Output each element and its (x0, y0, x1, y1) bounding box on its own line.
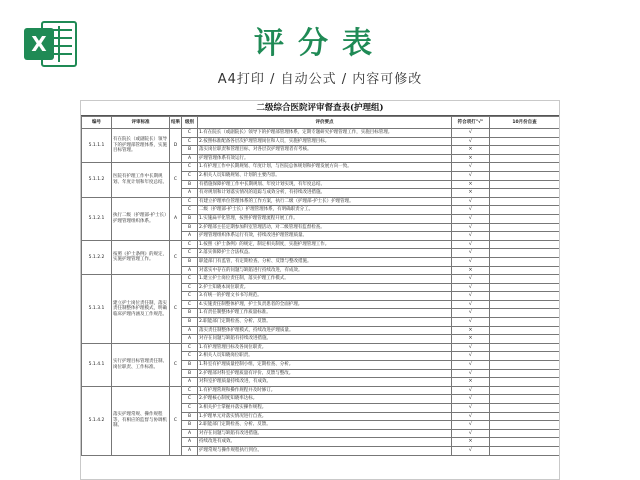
item-mark: × (452, 335, 490, 344)
item-selfcheck-cell[interactable] (490, 352, 560, 361)
item-selfcheck-cell[interactable] (490, 232, 560, 241)
item-selfcheck-cell[interactable] (490, 275, 560, 284)
item-mark: √ (452, 404, 490, 413)
item-mark: √ (452, 395, 490, 404)
item-mark: √ (452, 352, 490, 361)
item-mark: √ (452, 249, 490, 258)
item-level: A (182, 326, 198, 335)
col-header-standard: 评审标准 (112, 117, 170, 129)
item-level: B (182, 412, 198, 421)
item-level: C (182, 171, 198, 180)
item-level: C (182, 300, 198, 309)
item-selfcheck-cell[interactable] (490, 154, 560, 163)
item-mark: × (452, 146, 490, 155)
sheet-title: 二级综合医院评审督查表(护理组) (81, 101, 559, 116)
item-level: C (182, 343, 198, 352)
item-selfcheck-cell[interactable] (490, 206, 560, 215)
item-level: B (182, 318, 198, 327)
table-body (82, 129, 560, 456)
item-standard: 建立护士岗位责任制，落实责任制整体护理模式，明确临床护理内涵及工作规范。 (112, 275, 170, 344)
table-row (82, 386, 560, 395)
item-mark: × (452, 180, 490, 189)
col-header-code: 编号 (82, 117, 112, 129)
item-selfcheck-cell[interactable] (490, 189, 560, 198)
item-point: 2.护理核心制度知晓率达标。 (198, 395, 452, 404)
item-result: C (170, 240, 182, 274)
item-level: C (182, 249, 198, 258)
item-selfcheck-cell[interactable] (490, 257, 560, 266)
item-point: 2.护理部对科室护理质量有评价、反馈与整改。 (198, 369, 452, 378)
item-level: C (182, 283, 198, 292)
item-mark: √ (452, 257, 490, 266)
item-mark: √ (452, 275, 490, 284)
item-selfcheck-cell[interactable] (490, 300, 560, 309)
item-point: 2.职能部门定期检查、分析、反馈。 (198, 318, 452, 327)
item-selfcheck-cell[interactable] (490, 421, 560, 430)
item-result: D (170, 129, 182, 163)
item-mark: √ (452, 361, 490, 370)
item-selfcheck-cell[interactable] (490, 197, 560, 206)
item-point: 1.按照《护士条例》的规定，制定相关制度，实施护理管理工作。 (198, 240, 452, 249)
col-header-selfcheck: 10月份自查 (490, 117, 560, 129)
item-level: B (182, 421, 198, 430)
item-selfcheck-cell[interactable] (490, 438, 560, 447)
item-mark: √ (452, 171, 490, 180)
col-header-result: 结果 (170, 117, 182, 129)
item-mark: √ (452, 386, 490, 395)
item-result: A (170, 197, 182, 240)
item-point: 3.相关护士掌握并落实操作规程。 (198, 404, 452, 413)
item-selfcheck-cell[interactable] (490, 404, 560, 413)
item-code: 5.1.1.2 (82, 163, 112, 197)
item-level: A (182, 189, 198, 198)
item-mark: √ (452, 129, 490, 138)
item-point: 护理常规与操作规程执行到位。 (198, 446, 452, 455)
item-level: B (182, 257, 198, 266)
item-point: 2.护理部主任定期参加科室管理活动，对二级管理有监督检查。 (198, 223, 452, 232)
col-header-level: 级别 (182, 117, 198, 129)
item-mark: √ (452, 197, 490, 206)
item-level: B (182, 223, 198, 232)
item-standard: 实行护理目标管理责任制、岗位职责、工作标准。 (112, 343, 170, 386)
item-point: 1.有责任制整体护理工作质量标准。 (198, 309, 452, 318)
item-point: 职能部门有监管，有定期检查、分析、反馈与整改措施。 (198, 257, 452, 266)
item-selfcheck-cell[interactable] (490, 240, 560, 249)
item-selfcheck-cell[interactable] (490, 180, 560, 189)
item-result: C (170, 343, 182, 386)
item-selfcheck-cell[interactable] (490, 386, 560, 395)
item-level: A (182, 232, 198, 241)
item-point: 对存在问题与缺陷有持续改进措施。 (198, 335, 452, 344)
item-selfcheck-cell[interactable] (490, 249, 560, 258)
item-level: C (182, 137, 198, 146)
item-point: 2.按照标准配备各层次护理管理岗位和人员，实施护理管理目标。 (198, 137, 452, 146)
item-mark: √ (452, 429, 490, 438)
table-row (82, 275, 560, 284)
item-selfcheck-cell[interactable] (490, 361, 560, 370)
item-point: 持续改进有成效。 (198, 438, 452, 447)
item-level: B (182, 309, 198, 318)
item-level: A (182, 446, 198, 455)
table-row (82, 343, 560, 352)
item-point: 二级（护理部-护士长）护理管理体系，有明确职责分工。 (198, 206, 452, 215)
item-selfcheck-cell[interactable] (490, 129, 560, 138)
item-point: 1.有护理管理目标及各岗位职责。 (198, 343, 452, 352)
item-mark: √ (452, 163, 490, 172)
item-point: 有对规划和计划落实情况的追踪与成效分析，有持续改进措施。 (198, 189, 452, 198)
item-point: 对落实中存在的问题与缺陷进行持续改进，有成效。 (198, 266, 452, 275)
table-row (82, 129, 560, 138)
item-mark: √ (452, 412, 490, 421)
item-point: 对存在问题与缺陷有改进措施。 (198, 429, 452, 438)
item-code: 5.1.4.2 (82, 386, 112, 455)
item-point: 2.落实保障护士合法权益。 (198, 249, 452, 258)
item-selfcheck-cell[interactable] (490, 318, 560, 327)
item-point: 1.实施扁平化管理，按照护理管理流程开展工作。 (198, 214, 452, 223)
item-code: 5.1.1.1 (82, 129, 112, 163)
item-mark: √ (452, 206, 490, 215)
item-mark: √ (452, 343, 490, 352)
item-level: A (182, 266, 198, 275)
table-row (82, 240, 560, 249)
item-mark: × (452, 154, 490, 163)
item-selfcheck-cell[interactable] (490, 343, 560, 352)
item-selfcheck-cell[interactable] (490, 171, 560, 180)
item-selfcheck-cell[interactable] (490, 309, 560, 318)
item-result: C (170, 163, 182, 197)
item-standard: 按照《护士条例》的规定，实施护理管理工作。 (112, 240, 170, 274)
item-level: C (182, 352, 198, 361)
col-header-point: 评价要点 (198, 117, 452, 129)
item-selfcheck-cell[interactable] (490, 395, 560, 404)
item-mark: √ (452, 283, 490, 292)
item-selfcheck-cell[interactable] (490, 326, 560, 335)
logo-letter: X (31, 32, 47, 56)
item-point: 2.职能部门定期检查、分析、反馈。 (198, 421, 452, 430)
item-point: 1.建立护士岗位责任制，落实护理工作模式。 (198, 275, 452, 284)
item-selfcheck-cell[interactable] (490, 283, 560, 292)
item-point: 有建立护理单位管理体系的工作方案，执行二级（护理部-护士长）护理管理。 (198, 197, 452, 206)
item-point: 1.科室有护理质量控制小组，定期检查、分析。 (198, 361, 452, 370)
item-level: B (182, 146, 198, 155)
item-mark: √ (452, 292, 490, 301)
item-level: C (182, 206, 198, 215)
item-level: B (182, 361, 198, 370)
table-row (82, 163, 560, 172)
item-point: 1.有在院长（或副院长）领导下的护理部管理体系，定期专题研究护理管理工作，实施目标管理。 (198, 129, 452, 138)
item-level: C (182, 292, 198, 301)
item-level: A (182, 154, 198, 163)
item-standard: 有在院长（或副院长）领导下的护理部管理体系，实施目标管理。 (112, 129, 170, 163)
page-title: 评分表 (254, 26, 386, 61)
item-mark: √ (452, 421, 490, 430)
item-level: B (182, 180, 198, 189)
item-mark: √ (452, 232, 490, 241)
item-mark: × (452, 378, 490, 387)
item-point: 2.相关人员知晓规划、计划的主要内容。 (198, 171, 452, 180)
item-selfcheck-cell[interactable] (490, 446, 560, 455)
item-point: 2.护士知晓本岗位职责。 (198, 283, 452, 292)
item-point: 1.护理单元对落实情况进行自查。 (198, 412, 452, 421)
item-level: C (182, 395, 198, 404)
item-mark: × (452, 326, 490, 335)
item-standard: 执行二级（护理部-护士长）护理管理组织体系。 (112, 197, 170, 240)
table-header-row (82, 117, 560, 129)
item-level: B (182, 369, 198, 378)
item-point: 落实责任制整体护理模式，持续改进护理质量。 (198, 326, 452, 335)
item-point: 3.有统一的护理文书书写规范。 (198, 292, 452, 301)
item-code: 5.1.4.1 (82, 343, 112, 386)
item-point: 护理管理组织体系运行有效，持续改进护理管理质量。 (198, 232, 452, 241)
item-code: 5.1.3.1 (82, 275, 112, 344)
item-point: 1.有护理工作中长期规划、年度计划，与医院总体规划和护理发展方向一致。 (198, 163, 452, 172)
item-selfcheck-cell[interactable] (490, 266, 560, 275)
item-selfcheck-cell[interactable] (490, 429, 560, 438)
page-subtitle: A4打印 / 自动公式 / 内容可修改 (217, 72, 423, 87)
item-level: A (182, 378, 198, 387)
item-point: 1.有护理常规和操作规程并及时修订。 (198, 386, 452, 395)
item-level: A (182, 335, 198, 344)
item-selfcheck-cell[interactable] (490, 163, 560, 172)
item-mark: √ (452, 318, 490, 327)
item-point: 有措施保障护理工作中长期规划、年度计划实现，有年度总结。 (198, 180, 452, 189)
item-selfcheck-cell[interactable] (490, 335, 560, 344)
item-result: C (170, 275, 182, 344)
item-point: 护理管理体系有效运行。 (198, 154, 452, 163)
item-standard: 落实护理常规、操作规程等，有相应的监督与协调机制。 (112, 386, 170, 455)
item-selfcheck-cell[interactable] (490, 292, 560, 301)
item-level: C (182, 129, 198, 138)
item-level: C (182, 197, 198, 206)
item-mark: √ (452, 214, 490, 223)
item-mark: √ (452, 240, 490, 249)
item-mark: × (452, 438, 490, 447)
item-level: C (182, 275, 198, 284)
item-mark: √ (452, 223, 490, 232)
item-selfcheck-cell[interactable] (490, 223, 560, 232)
item-level: B (182, 214, 198, 223)
spreadsheet-preview (80, 100, 560, 480)
item-selfcheck-cell[interactable] (490, 412, 560, 421)
item-mark: √ (452, 369, 490, 378)
item-standard: 医院有护理工作中长期规划、年度计划和年度总结。 (112, 163, 170, 197)
review-table (81, 116, 560, 456)
item-point: 4.实施责任制整体护理，护士负责患者的全面护理。 (198, 300, 452, 309)
item-point: 2.相关人员知晓岗位职责。 (198, 352, 452, 361)
item-result: C (170, 386, 182, 455)
item-level: C (182, 386, 198, 395)
item-mark: √ (452, 446, 490, 455)
item-mark: √ (452, 309, 490, 318)
item-point: 落实岗位职责和管理目标，对各层次护理管理者有考核。 (198, 146, 452, 155)
item-code: 5.1.2.1 (82, 197, 112, 240)
item-selfcheck-cell[interactable] (490, 369, 560, 378)
item-selfcheck-cell[interactable] (490, 146, 560, 155)
item-mark: × (452, 266, 490, 275)
item-selfcheck-cell[interactable] (490, 214, 560, 223)
table-row (82, 197, 560, 206)
item-level: A (182, 429, 198, 438)
item-level: C (182, 404, 198, 413)
item-level: C (182, 163, 198, 172)
item-level: A (182, 438, 198, 447)
item-selfcheck-cell[interactable] (490, 137, 560, 146)
item-selfcheck-cell[interactable] (490, 378, 560, 387)
item-mark: √ (452, 137, 490, 146)
item-mark: √ (452, 300, 490, 309)
item-level: C (182, 240, 198, 249)
col-header-mark: 符合项打"√" (452, 117, 490, 129)
item-point: 对科室护理质量持续改进，有成效。 (198, 378, 452, 387)
item-code: 5.1.2.2 (82, 240, 112, 274)
item-mark: × (452, 189, 490, 198)
page-header (0, 0, 640, 100)
